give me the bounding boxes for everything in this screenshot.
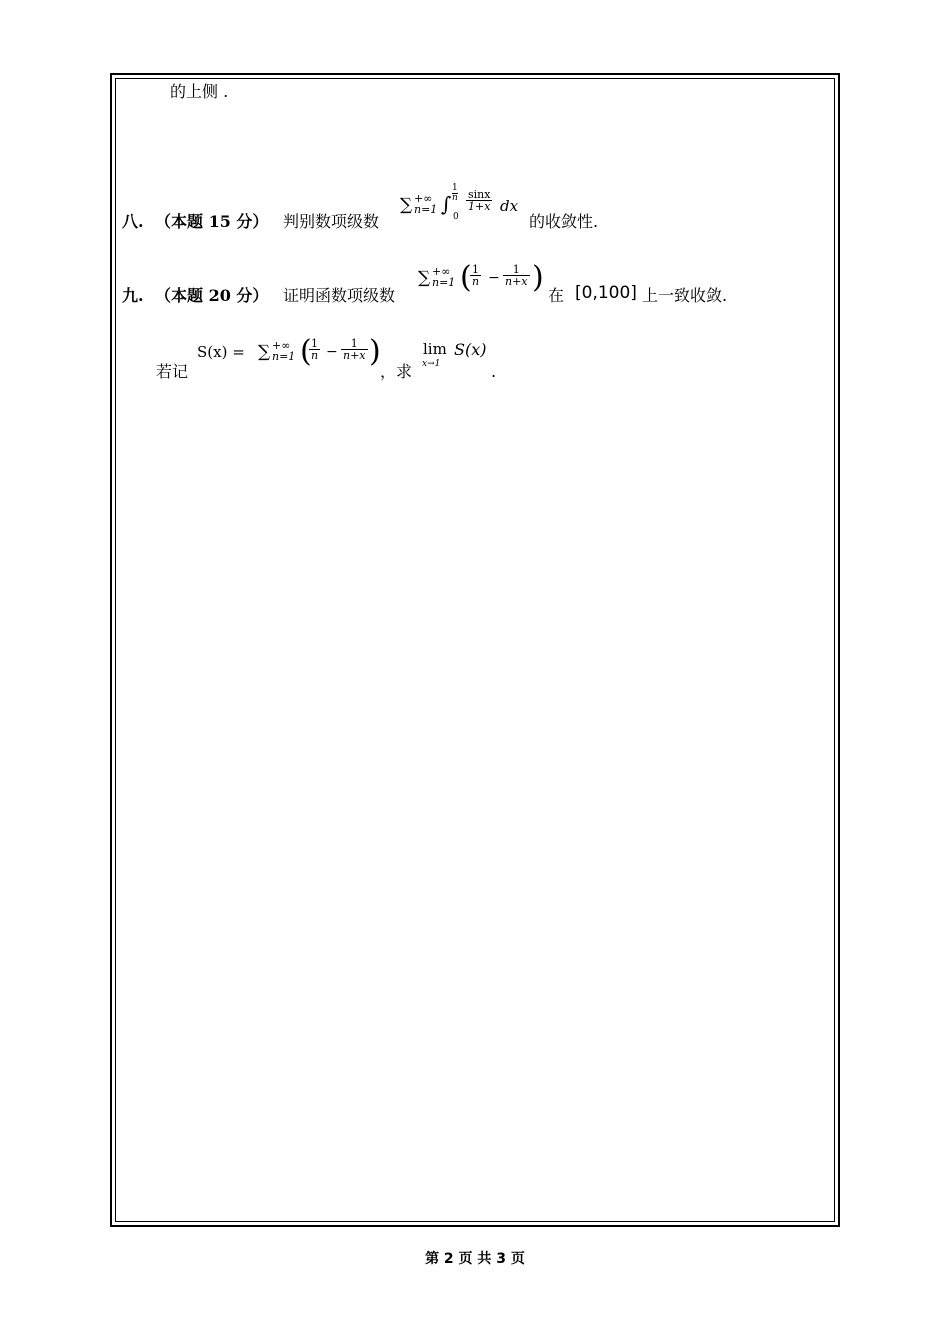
page-frame-inner — [115, 78, 835, 1222]
q9-number: 九. — [122, 286, 144, 305]
q8-points: （本题 15 分） — [155, 212, 269, 231]
q8-number: 八. — [122, 212, 144, 231]
q8-text: 判别数项级数 — [283, 212, 380, 231]
q9-text: 证明函数项级数 — [283, 286, 396, 305]
q9-suffix: 上一致收敛. — [642, 286, 728, 305]
q9-comma-ask: ，求 — [380, 362, 413, 381]
q8-suffix: 的收敛性. — [529, 212, 599, 231]
q9-in-label: 在 — [548, 286, 565, 305]
q9-points: （本题 20 分） — [155, 286, 269, 305]
page-footer: 第 2 页 共 3 页 — [425, 1251, 525, 1267]
q9-interval: [0,100] — [575, 283, 637, 303]
q9-end: . — [491, 362, 497, 381]
q9-line2-prefix: 若记 — [156, 362, 189, 381]
continuation-text: 的上侧 . — [170, 82, 229, 101]
